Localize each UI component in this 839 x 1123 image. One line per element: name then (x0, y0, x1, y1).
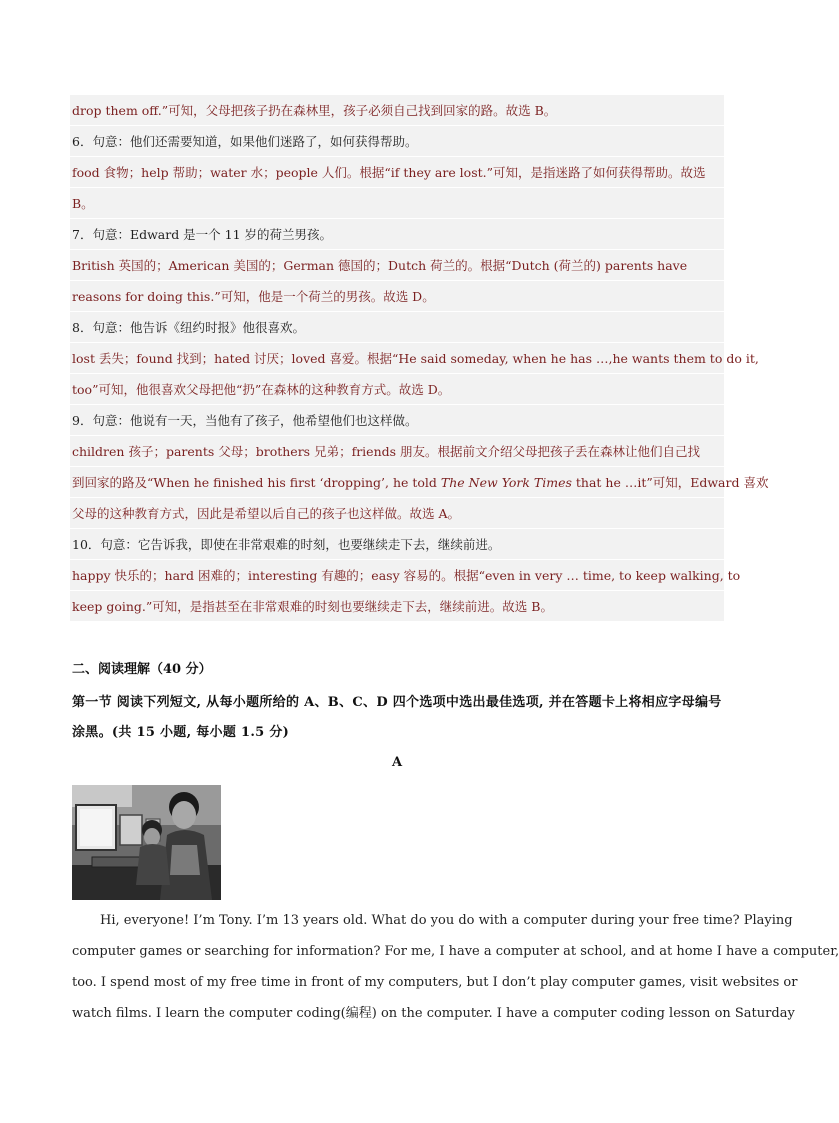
answer-explanation-line: too”可知，他很喜欢父母把他“扔”在森林的这种教育方式。故选 D。 (70, 373, 724, 404)
section-title: 二、阅读理解（40 分） (72, 662, 212, 677)
reading-passage (72, 905, 839, 1029)
line-text: 到回家的路及“When he finished his first ‘dropping’, he told (72, 475, 441, 490)
section-instruction: 第一节 阅读下列短文, 从每小题所给的 A、B、C、D 四个选项中选出最佳选项, 并在答题卡上将相应字母编号涂黑。(共 15 小题, 每小题 1.5 分) (72, 695, 722, 740)
passage-line: too. I spend most of my free time in front of my computers, but I don’t play computer games, visit websites or (72, 975, 798, 990)
answer-explanation-line: reasons for doing this.”可知，他是一个荷兰的男孩。故选 D。 (70, 280, 724, 311)
answer-explanation-line: keep going.”可知，是指甚至在非常艰难的时刻也要继续走下去，继续前进。故选 B。 (70, 590, 724, 621)
question-translation-line: 6．句意：他们还需要知道，如果他们迷路了，如何获得帮助。 (70, 125, 724, 156)
newspaper-title: The New York Times (440, 475, 572, 490)
passage-line: computer games or searching for information? For me, I have a computer at school, and at home I have a computer, (72, 944, 839, 959)
answer-explanation-line (70, 466, 769, 497)
answer-explanation-line: 父母的这种教育方式，因此是希望以后自己的孩子也这样做。故选 A。 (70, 497, 724, 528)
answer-explanation-line: food 食物；help 帮助；water 水；people 人们。根据“if they are lost.”可知，是指迷路了如何获得帮助。故选 (70, 156, 724, 187)
passage-line: watch films. I learn the computer coding(编程) on the computer. I have a computer coding lesson on Saturday (72, 1006, 795, 1021)
computer-lab-photo (72, 785, 221, 900)
question-translation-line: 10．句意：它告诉我，即使在非常艰难的时刻，也要继续走下去，继续前进。 (70, 528, 724, 559)
question-translation-line: 9．句意：他说有一天，当他有了孩子，他希望他们也这样做。 (70, 404, 724, 435)
question-translation-line: 7．句意：Edward 是一个 11 岁的荷兰男孩。 (70, 218, 724, 249)
answer-explanation-line: B。 (70, 187, 724, 218)
answer-explanations (70, 94, 769, 621)
answer-explanation-line: children 孩子；parents 父母；brothers 兄弟；friends 朋友。根据前文介绍父母把孩子丢在森林让他们自己找 (70, 435, 724, 466)
line-text: that he …it”可知，Edward 喜欢 (571, 475, 769, 490)
answer-explanation-line: drop them off.”可知，父母把孩子扔在森林里，孩子必须自己找到回家的路。故选 B。 (70, 94, 724, 125)
answer-explanation-line: British 英国的；American 美国的；German 德国的；Dutch 荷兰的。根据“Dutch (荷兰的) parents have (70, 249, 724, 280)
question-translation-line: 8．句意：他告诉《纽约时报》他很喜欢。 (70, 311, 724, 342)
answer-explanation-line: happy 快乐的；hard 困难的；interesting 有趣的；easy 容易的。根据“even in very … time, to keep walking, to (70, 559, 724, 590)
answer-explanation-line: lost 丢失；found 找到；hated 讨厌；loved 喜爱。根据“He said someday, when he has …,he wants them to do it, (70, 342, 724, 373)
passage-line: Hi, everyone! I’m Tony. I’m 13 years old. What do you do with a computer during your free time? Playing (100, 913, 793, 928)
passage-label: A (391, 755, 403, 770)
